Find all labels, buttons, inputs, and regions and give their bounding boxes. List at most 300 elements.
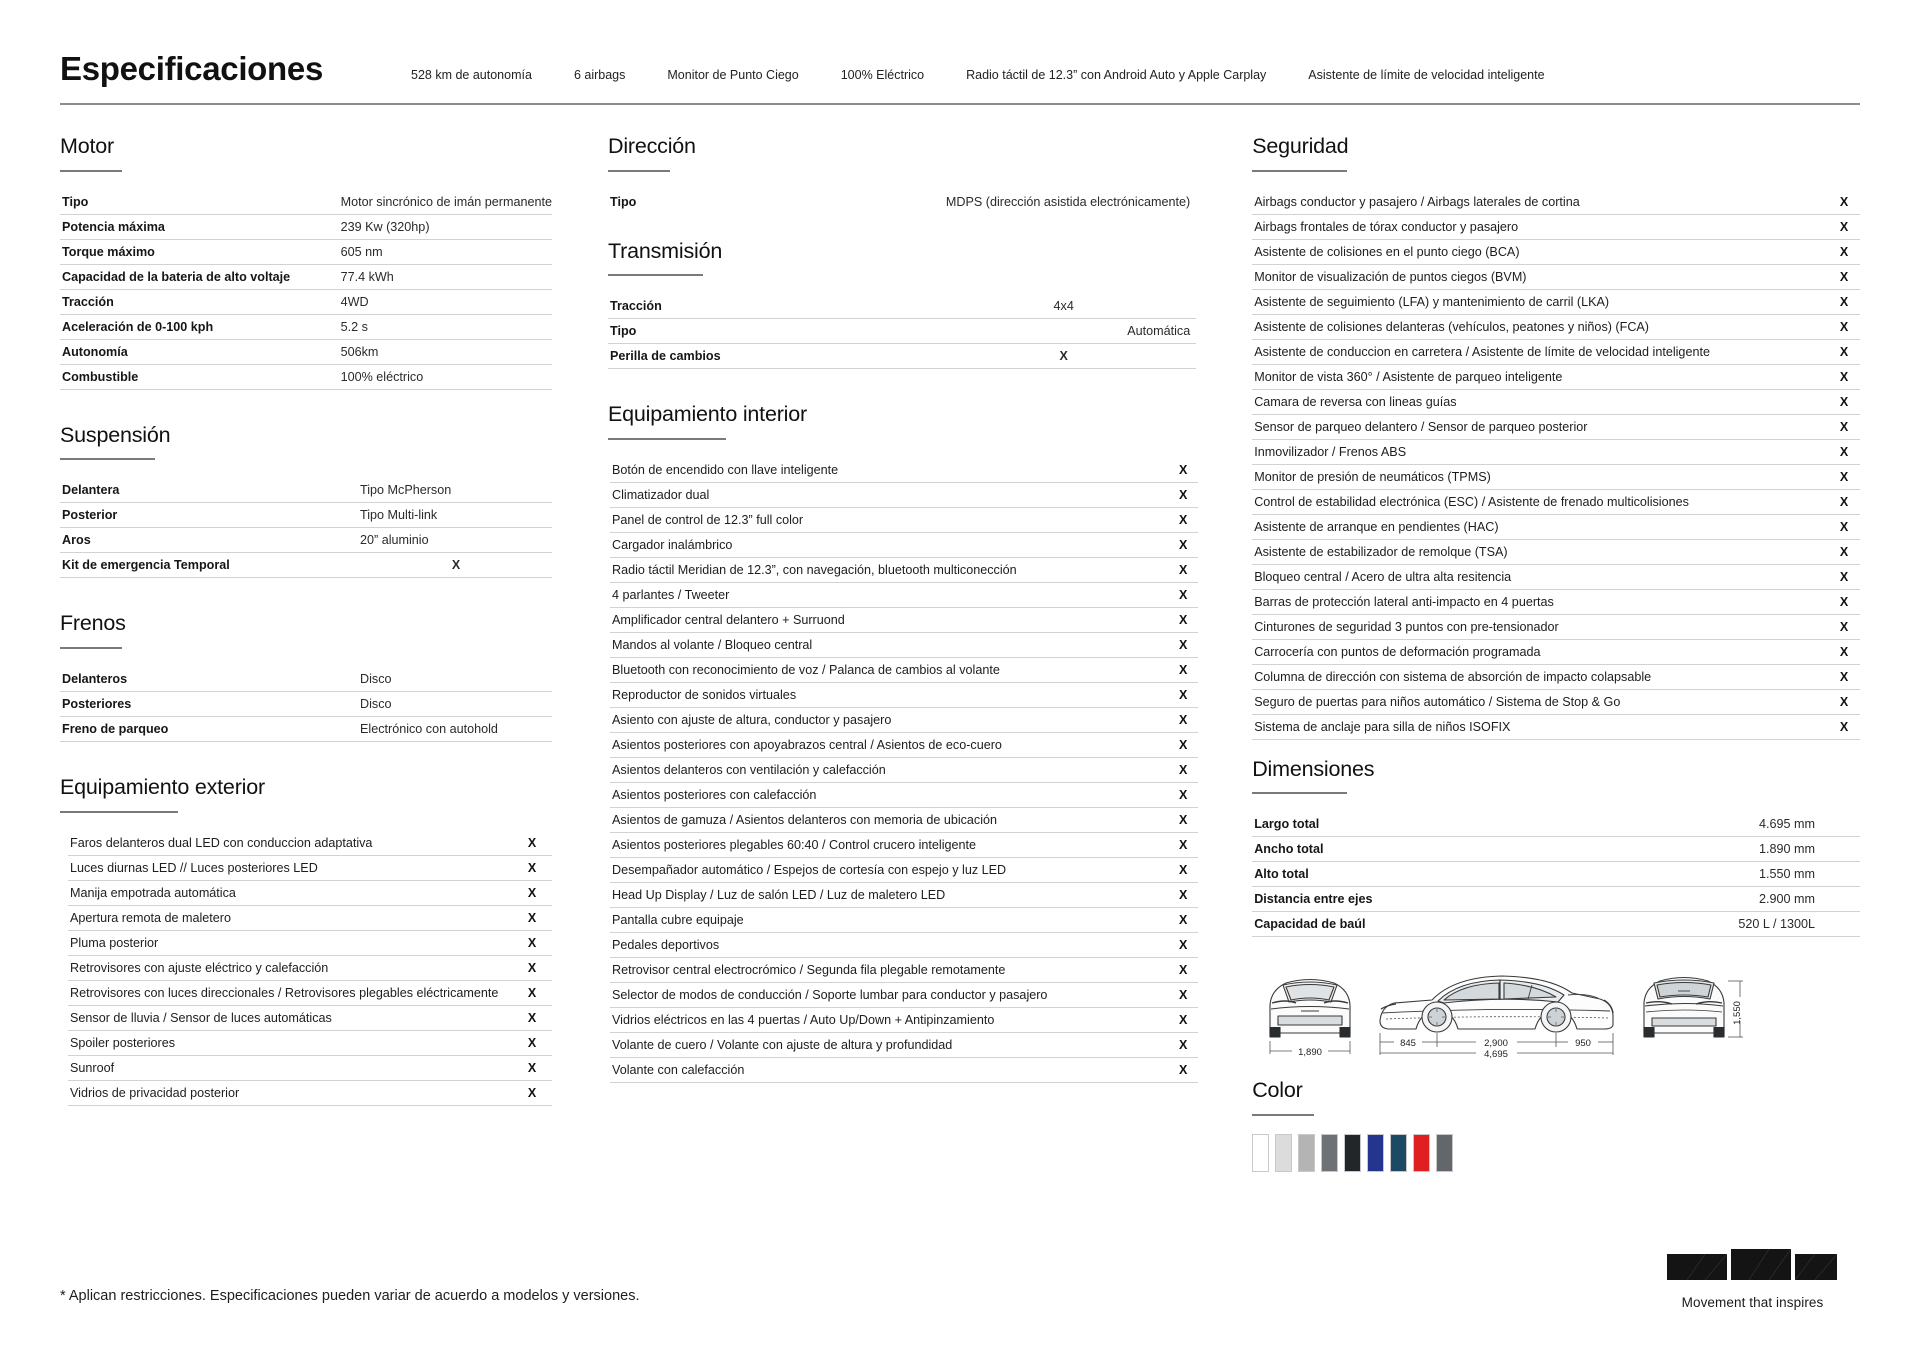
feature-label: Cargador inalámbrico xyxy=(610,532,1168,557)
feature-label: Asientos de gamuza / Asientos delanteros con memoria de ubicación xyxy=(610,807,1168,832)
feature-mark: X xyxy=(1168,1007,1198,1032)
footnote: * Aplican restricciones. Especificaciones pueden variar de acuerdo a modelos y versiones. xyxy=(60,1288,640,1304)
table-row xyxy=(608,319,1196,344)
feature-label: Apertura remota de maletero xyxy=(68,905,512,930)
spec-label: Ancho total xyxy=(1252,837,1662,862)
feature-label: Asiento con ajuste de altura, conductor y pasajero xyxy=(610,707,1168,732)
feature-label: Pedales deportivos xyxy=(610,932,1168,957)
list-item xyxy=(610,657,1198,682)
feature-label: Amplificador central delantero + Surruond xyxy=(610,607,1168,632)
feature-label: Sensor de lluvia / Sensor de luces automáticas xyxy=(68,1005,512,1030)
list-item xyxy=(1252,389,1860,414)
color-swatch[interactable] xyxy=(1252,1134,1269,1172)
feature-mark: X xyxy=(1828,339,1860,364)
list-item xyxy=(1252,514,1860,539)
spec-label: Tipo xyxy=(610,194,637,209)
page-title: Especificaciones xyxy=(60,50,324,87)
frenos-table xyxy=(60,667,552,742)
list-item xyxy=(610,907,1198,932)
spec-label: Autonomía xyxy=(60,339,341,364)
feature-label: Asistente de estabilizador de remolque (TSA) xyxy=(1252,539,1828,564)
feature-label: Sistema de anclaje para silla de niños ISOFIX xyxy=(1252,714,1828,739)
dim-front-overhang-label: 845 xyxy=(1400,1038,1417,1050)
feature-mark: X xyxy=(512,930,552,955)
spec-label: Aceleración de 0-100 kph xyxy=(60,314,341,339)
section-underline xyxy=(60,811,178,813)
feature-mark: X xyxy=(1168,882,1198,907)
spec-value: Disco xyxy=(360,691,552,716)
feature-mark: X xyxy=(1168,682,1198,707)
table-row xyxy=(60,528,552,553)
feature-label: Monitor de visualización de puntos ciegos (BVM) xyxy=(1252,264,1828,289)
dim-height-label: 1,550 xyxy=(1732,1001,1744,1026)
table-row xyxy=(60,264,552,289)
feature-mark: X xyxy=(1828,689,1860,714)
list-item xyxy=(68,955,552,980)
table-row xyxy=(60,667,552,692)
feature-label: Volante con calefacción xyxy=(610,1057,1168,1082)
column-right xyxy=(1252,135,1860,1172)
equipamiento-interior-table xyxy=(610,458,1198,1083)
section-title-seguridad: Seguridad xyxy=(1252,134,1349,158)
feature-label: Desempañador automático / Espejos de cortesía con espejo y luz LED xyxy=(610,857,1168,882)
list-item xyxy=(1252,639,1860,664)
list-item xyxy=(1252,689,1860,714)
table-row xyxy=(1252,862,1860,887)
list-item xyxy=(610,507,1198,532)
list-item xyxy=(610,1057,1198,1082)
feature-mark: X xyxy=(1828,289,1860,314)
list-item xyxy=(610,482,1198,507)
feature-mark: X xyxy=(1828,364,1860,389)
feature-mark: X xyxy=(1168,907,1198,932)
section-underline xyxy=(60,458,155,460)
header-feature-list xyxy=(323,68,1860,87)
feature-label: Monitor de vista 360° / Asistente de parqueo inteligente xyxy=(1252,364,1828,389)
feature-mark: X xyxy=(512,1055,552,1080)
spec-value: 239 Kw (320hp) xyxy=(341,214,552,239)
spacer xyxy=(1252,740,1860,758)
page-header xyxy=(0,0,1920,87)
spec-value: Electrónico con autohold xyxy=(360,716,552,741)
feature-label: Pantalla cubre equipaje xyxy=(610,907,1168,932)
dim-rear-overhang-label: 950 xyxy=(1575,1038,1592,1050)
table-row xyxy=(1252,812,1860,837)
spec-label: Perilla de cambios xyxy=(608,344,931,369)
list-item xyxy=(610,832,1198,857)
feature-label: Vidrios eléctricos en las 4 puertas / Auto Up/Down + Antipinzamiento xyxy=(610,1007,1168,1032)
table-row xyxy=(608,344,1196,369)
feature-mark: X xyxy=(512,1080,552,1105)
list-item xyxy=(610,757,1198,782)
feature-label: Columna de dirección con sistema de absorción de impacto colapsable xyxy=(1252,664,1828,689)
list-item xyxy=(1252,314,1860,339)
list-item xyxy=(68,905,552,930)
table-row xyxy=(608,190,1196,214)
header-feature: Asistente de límite de velocidad inteligente xyxy=(1308,68,1545,82)
feature-label: Mandos al volante / Bloqueo central xyxy=(610,632,1168,657)
feature-label: Asientos posteriores con calefacción xyxy=(610,782,1168,807)
list-item xyxy=(610,1007,1198,1032)
list-item xyxy=(68,855,552,880)
feature-label: Faros delanteros dual LED con conduccion adaptativa xyxy=(68,831,512,856)
dimensiones-table xyxy=(1252,812,1860,937)
feature-label: Camara de reversa con lineas guías xyxy=(1252,389,1828,414)
feature-mark: X xyxy=(1828,564,1860,589)
section-frenos xyxy=(60,612,552,742)
color-swatch[interactable] xyxy=(1344,1134,1361,1172)
spec-label: Tracción xyxy=(608,294,931,319)
spec-value: 605 nm xyxy=(341,239,552,264)
feature-label: Asistente de arranque en pendientes (HAC) xyxy=(1252,514,1828,539)
feature-label: Selector de modos de conducción / Soporte lumbar para conductor y pasajero xyxy=(610,982,1168,1007)
table-row xyxy=(60,314,552,339)
list-item xyxy=(1252,339,1860,364)
section-title-suspension: Suspensión xyxy=(60,422,171,447)
section-suspension xyxy=(60,424,552,579)
list-item xyxy=(1252,414,1860,439)
feature-mark: X xyxy=(1168,482,1198,507)
vehicle-front-view-icon xyxy=(1256,959,1364,1063)
list-item xyxy=(610,932,1198,957)
vehicle-side-view-icon xyxy=(1372,959,1622,1063)
dim-total-length-label: 4,695 xyxy=(1484,1049,1509,1061)
feature-mark: X xyxy=(1828,414,1860,439)
spec-value: 2.900 mm xyxy=(1662,887,1860,912)
list-item xyxy=(610,458,1198,483)
list-item xyxy=(1252,564,1860,589)
list-item xyxy=(1252,539,1860,564)
color-swatch-list xyxy=(1252,1134,1860,1172)
spec-value: 77.4 kWh xyxy=(341,264,552,289)
feature-mark: X xyxy=(512,831,552,856)
feature-mark: X xyxy=(1828,389,1860,414)
spec-value: 1.890 mm xyxy=(1662,837,1860,862)
spec-value: 1.550 mm xyxy=(1662,862,1860,887)
spec-label: Freno de parqueo xyxy=(60,716,360,741)
spec-value: Disco xyxy=(360,667,552,692)
table-row xyxy=(60,239,552,264)
section-underline xyxy=(60,647,122,649)
feature-mark: X xyxy=(1168,458,1198,483)
feature-mark: X xyxy=(512,855,552,880)
color-swatch[interactable] xyxy=(1436,1134,1453,1172)
equipamiento-exterior-table xyxy=(68,831,552,1106)
spec-value: 4x4 xyxy=(931,294,1196,319)
feature-label: Head Up Display / Luz de salón LED / Luz de maletero LED xyxy=(610,882,1168,907)
feature-mark: X xyxy=(1168,532,1198,557)
feature-label: Barras de protección lateral anti-impacto en 4 puertas xyxy=(1252,589,1828,614)
feature-mark: X xyxy=(1168,732,1198,757)
color-swatch[interactable] xyxy=(1390,1134,1407,1172)
list-item xyxy=(68,1080,552,1105)
feature-label: Inmovilizador / Frenos ABS xyxy=(1252,439,1828,464)
spec-value: 100% eléctrico xyxy=(341,364,552,389)
feature-label: Reproductor de sonidos virtuales xyxy=(610,682,1168,707)
spec-label: Tipo xyxy=(608,319,931,344)
feature-mark: X xyxy=(1828,264,1860,289)
section-transmision xyxy=(608,240,1196,370)
spec-value: Automática xyxy=(931,319,1196,344)
feature-mark: X xyxy=(1828,514,1860,539)
dim-front-width-label: 1,890 xyxy=(1298,1047,1323,1059)
table-row xyxy=(1252,887,1860,912)
list-item xyxy=(610,1032,1198,1057)
table-row xyxy=(60,553,552,578)
section-title-equipamiento-interior: Equipamiento interior xyxy=(608,402,807,427)
feature-label: Manija empotrada automática xyxy=(68,880,512,905)
feature-mark: X xyxy=(512,1030,552,1055)
specs-columns xyxy=(0,105,1920,1172)
spec-label: Kit de emergencia Temporal xyxy=(60,553,360,578)
table-row xyxy=(60,691,552,716)
spec-value: 20” aluminio xyxy=(360,528,552,553)
brand-tagline: Movement that inspires xyxy=(1681,1295,1824,1310)
list-item xyxy=(610,807,1198,832)
feature-mark: X xyxy=(1168,607,1198,632)
spec-label: Tracción xyxy=(60,289,341,314)
feature-label: Panel de control de 12.3” full color xyxy=(610,507,1168,532)
spec-label: Tipo xyxy=(60,190,341,215)
feature-mark: X xyxy=(1828,639,1860,664)
color-swatch[interactable] xyxy=(1298,1134,1315,1172)
spec-label: Combustible xyxy=(60,364,341,389)
direccion-table xyxy=(608,190,1196,214)
feature-mark: X xyxy=(1168,782,1198,807)
spec-label: Posteriores xyxy=(60,691,360,716)
feature-mark: X xyxy=(1168,932,1198,957)
list-item xyxy=(1252,489,1860,514)
feature-mark: X xyxy=(1168,832,1198,857)
feature-label: Volante de cuero / Volante con ajuste de altura y profundidad xyxy=(610,1032,1168,1057)
list-item xyxy=(610,732,1198,757)
feature-mark: X xyxy=(1828,614,1860,639)
table-row xyxy=(1252,837,1860,862)
header-feature: 6 airbags xyxy=(573,68,626,82)
spec-label: Capacidad de baúl xyxy=(1252,912,1662,937)
feature-label: Vidrios de privacidad posterior xyxy=(68,1080,512,1105)
color-swatch[interactable] xyxy=(1413,1134,1430,1172)
spec-value: 5.2 s xyxy=(341,314,552,339)
feature-mark: X xyxy=(1168,582,1198,607)
dim-wheelbase-label: 2,900 xyxy=(1484,1038,1509,1050)
table-row xyxy=(60,214,552,239)
header-feature: 100% Eléctrico xyxy=(840,68,925,82)
feature-mark: X xyxy=(1828,539,1860,564)
section-direccion xyxy=(608,135,1196,214)
table-row xyxy=(60,339,552,364)
list-item xyxy=(1252,589,1860,614)
feature-mark: X xyxy=(512,880,552,905)
feature-label: Spoiler posteriores xyxy=(68,1030,512,1055)
brand-logo-block xyxy=(1645,1244,1860,1310)
list-item xyxy=(1252,364,1860,389)
feature-mark: X xyxy=(1168,507,1198,532)
list-item xyxy=(1252,190,1860,215)
section-underline xyxy=(608,274,703,276)
spec-value: 4WD xyxy=(341,289,552,314)
list-item xyxy=(610,582,1198,607)
feature-mark: X xyxy=(1828,589,1860,614)
section-equipamiento-exterior xyxy=(60,776,552,1106)
feature-mark: X xyxy=(1828,239,1860,264)
spacer xyxy=(608,369,1196,403)
spec-label: Posterior xyxy=(60,503,360,528)
section-equipamiento-interior xyxy=(608,403,1196,1083)
list-item xyxy=(68,1055,552,1080)
list-item xyxy=(610,982,1198,1007)
list-item xyxy=(1252,439,1860,464)
feature-mark: X xyxy=(1168,632,1198,657)
section-underline xyxy=(608,438,726,440)
feature-label: Retrovisor central electrocrómico / Segunda fila plegable remotamente xyxy=(610,957,1168,982)
list-item xyxy=(68,1005,552,1030)
feature-mark: X xyxy=(512,955,552,980)
section-dimensiones xyxy=(1252,758,1860,1064)
list-item xyxy=(68,880,552,905)
section-underline xyxy=(1252,170,1347,172)
feature-label: Airbags conductor y pasajero / Airbags laterales de cortina xyxy=(1252,190,1828,215)
vehicle-dimension-diagrams xyxy=(1256,959,1860,1063)
vehicle-rear-view-icon xyxy=(1630,959,1758,1063)
section-title-color: Color xyxy=(1252,1078,1303,1103)
kia-logo-icon xyxy=(1665,1244,1841,1288)
feature-label: Climatizador dual xyxy=(610,482,1168,507)
feature-label: Retrovisores con luces direccionales / Retrovisores plegables eléctricamente xyxy=(68,980,512,1005)
section-title-direccion: Dirección xyxy=(608,134,696,158)
section-underline xyxy=(60,170,122,172)
feature-label: Monitor de presión de neumáticos (TPMS) xyxy=(1252,464,1828,489)
feature-mark: X xyxy=(1828,489,1860,514)
spec-label: Capacidad de la bateria de alto voltaje xyxy=(60,264,341,289)
section-title-motor: Motor xyxy=(60,134,114,158)
feature-mark: X xyxy=(512,905,552,930)
table-row xyxy=(60,478,552,503)
feature-mark: X xyxy=(1828,664,1860,689)
feature-label: Sunroof xyxy=(68,1055,512,1080)
transmision-table xyxy=(608,294,1196,369)
feature-mark: X xyxy=(1168,707,1198,732)
list-item xyxy=(610,532,1198,557)
feature-mark: X xyxy=(1168,557,1198,582)
header-feature: 528 km de autonomía xyxy=(411,68,532,82)
list-item xyxy=(610,557,1198,582)
list-item xyxy=(1252,464,1860,489)
section-underline xyxy=(1252,1114,1314,1116)
spec-value: MDPS (dirección asistida electrónicamente) xyxy=(945,194,1191,209)
feature-label: Botón de encendido con llave inteligente xyxy=(610,458,1168,483)
list-item xyxy=(68,831,552,856)
feature-mark: X xyxy=(1168,1032,1198,1057)
spacer xyxy=(60,390,552,424)
spacer xyxy=(60,742,552,776)
feature-label: Bloqueo central / Acero de ultra alta resitencia xyxy=(1252,564,1828,589)
color-swatch[interactable] xyxy=(1367,1134,1384,1172)
section-motor xyxy=(60,135,552,390)
seguridad-table xyxy=(1252,190,1860,740)
section-title-transmision: Transmisión xyxy=(608,238,723,263)
feature-label: Radio táctil Meridian de 12.3”, con navegación, bluetooth multiconección xyxy=(610,557,1168,582)
feature-label: Asientos posteriores plegables 60:40 / Control crucero inteligente xyxy=(610,832,1168,857)
spec-mark: X xyxy=(931,344,1196,369)
spec-label: Delantera xyxy=(60,478,360,503)
feature-label: Asistente de conduccion en carretera / Asistente de límite de velocidad inteligente xyxy=(1252,339,1828,364)
spec-value: 506km xyxy=(341,339,552,364)
color-swatch[interactable] xyxy=(1275,1134,1292,1172)
feature-mark: X xyxy=(1168,857,1198,882)
color-swatch[interactable] xyxy=(1321,1134,1338,1172)
feature-label: Bluetooth con reconocimiento de voz / Palanca de cambios al volante xyxy=(610,657,1168,682)
list-item xyxy=(1252,289,1860,314)
motor-table xyxy=(60,190,552,390)
feature-mark: X xyxy=(1168,757,1198,782)
list-item xyxy=(1252,214,1860,239)
spacer xyxy=(608,214,1196,240)
feature-mark: X xyxy=(1828,214,1860,239)
spec-value: 4.695 mm xyxy=(1662,812,1860,837)
table-row xyxy=(1252,912,1860,937)
header-feature: Monitor de Punto Ciego xyxy=(667,68,799,82)
list-item xyxy=(1252,664,1860,689)
spec-value: Tipo McPherson xyxy=(360,478,552,503)
feature-label: Asientos delanteros con ventilación y calefacción xyxy=(610,757,1168,782)
table-row xyxy=(60,364,552,389)
section-seguridad xyxy=(1252,135,1860,740)
spec-label: Alto total xyxy=(1252,862,1662,887)
feature-label: Asientos posteriores con apoyabrazos central / Asientos de eco-cuero xyxy=(610,732,1168,757)
list-item xyxy=(610,857,1198,882)
list-item xyxy=(68,930,552,955)
list-item xyxy=(1252,239,1860,264)
section-title-frenos: Frenos xyxy=(60,611,126,636)
feature-label: Pluma posterior xyxy=(68,930,512,955)
table-row xyxy=(60,503,552,528)
feature-mark: X xyxy=(1828,439,1860,464)
spec-value: Tipo Multi-link xyxy=(360,503,552,528)
table-row xyxy=(608,294,1196,319)
feature-label: Luces diurnas LED // Luces posteriores LED xyxy=(68,855,512,880)
feature-mark: X xyxy=(1168,1057,1198,1082)
spec-label: Potencia máxima xyxy=(60,214,341,239)
list-item xyxy=(68,1030,552,1055)
spec-label: Delanteros xyxy=(60,667,360,692)
feature-label: Control de estabilidad electrónica (ESC) / Asistente de frenado multicolisiones xyxy=(1252,489,1828,514)
list-item xyxy=(1252,264,1860,289)
feature-label: 4 parlantes / Tweeter xyxy=(610,582,1168,607)
table-row xyxy=(60,190,552,215)
feature-mark: X xyxy=(512,1005,552,1030)
feature-mark: X xyxy=(1828,464,1860,489)
feature-label: Asistente de colisiones en el punto ciego (BCA) xyxy=(1252,239,1828,264)
header-feature: Radio táctil de 12.3” con Android Auto y Apple Carplay xyxy=(966,68,1267,82)
section-title-dimensiones: Dimensiones xyxy=(1252,756,1375,781)
feature-label: Cinturones de seguridad 3 puntos con pre-tensionador xyxy=(1252,614,1828,639)
feature-label: Asistente de seguimiento (LFA) y mantenimiento de carril (LKA) xyxy=(1252,289,1828,314)
feature-label: Carrocería con puntos de deformación programada xyxy=(1252,639,1828,664)
spec-label: Aros xyxy=(60,528,360,553)
section-title-equipamiento-exterior: Equipamiento exterior xyxy=(60,774,265,799)
spec-label: Distancia entre ejes xyxy=(1252,887,1662,912)
list-item xyxy=(1252,614,1860,639)
spec-label: Torque máximo xyxy=(60,239,341,264)
list-item xyxy=(610,782,1198,807)
feature-label: Sensor de parqueo delantero / Sensor de parqueo posterior xyxy=(1252,414,1828,439)
section-underline xyxy=(1252,792,1347,794)
list-item xyxy=(68,980,552,1005)
feature-mark: X xyxy=(512,980,552,1005)
suspension-table xyxy=(60,478,552,578)
feature-mark: X xyxy=(1828,714,1860,739)
